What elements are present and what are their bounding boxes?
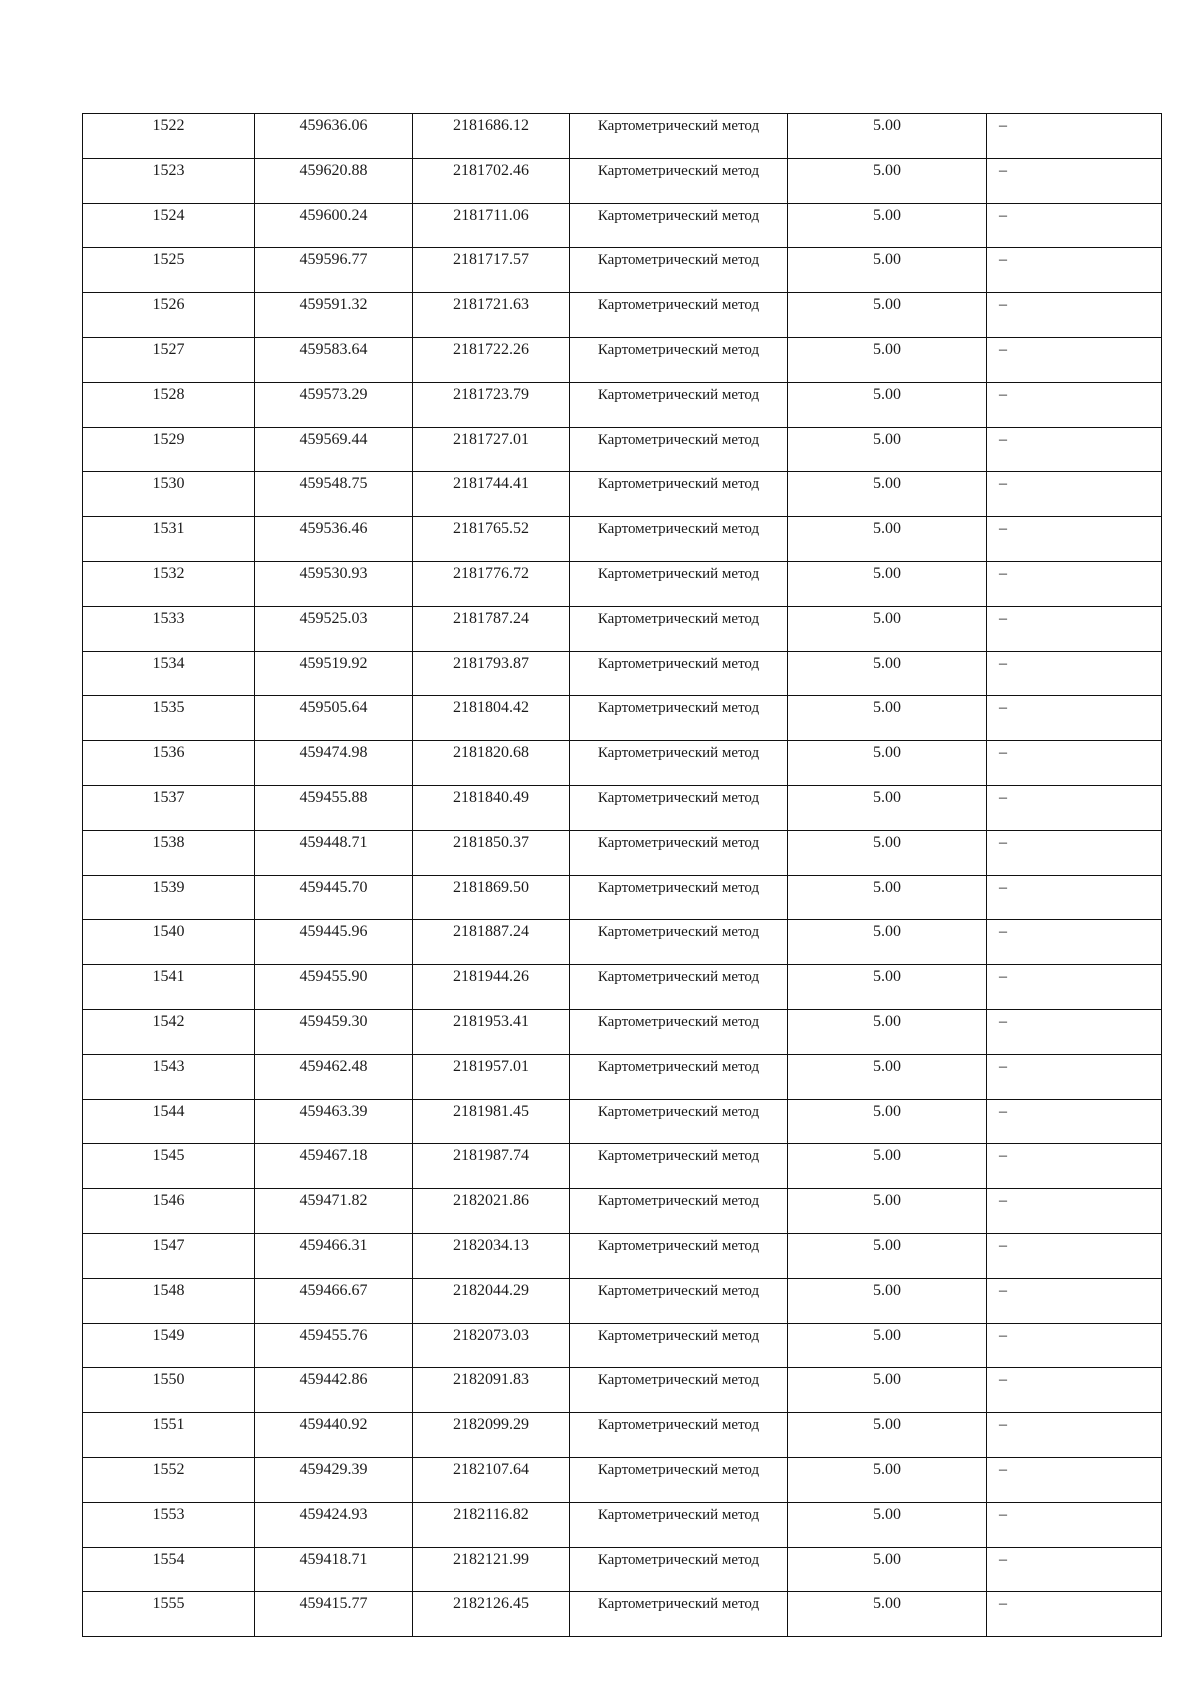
x-coordinate-cell: 459525.03 <box>255 606 413 651</box>
point-number-cell: 1549 <box>83 1323 255 1368</box>
accuracy-cell: 5.00 <box>788 248 987 293</box>
method-cell: Картометрический метод <box>570 1502 788 1547</box>
table-row <box>83 1323 1162 1368</box>
table-row <box>83 1144 1162 1189</box>
point-number-cell: 1531 <box>83 517 255 562</box>
x-coordinate-cell: 459530.93 <box>255 561 413 606</box>
y-coordinate-cell: 2182099.29 <box>413 1413 570 1458</box>
table-row <box>83 830 1162 875</box>
note-cell: – <box>987 1457 1162 1502</box>
point-number-cell: 1533 <box>83 606 255 651</box>
note-cell: – <box>987 1413 1162 1458</box>
x-coordinate-cell: 459462.48 <box>255 1054 413 1099</box>
y-coordinate-cell: 2181721.63 <box>413 293 570 338</box>
x-coordinate-cell: 459442.86 <box>255 1368 413 1413</box>
x-coordinate-cell: 459429.39 <box>255 1457 413 1502</box>
method-cell: Картометрический метод <box>570 785 788 830</box>
accuracy-cell: 5.00 <box>788 1278 987 1323</box>
method-cell: Картометрический метод <box>570 875 788 920</box>
note-cell: – <box>987 472 1162 517</box>
x-coordinate-cell: 459583.64 <box>255 337 413 382</box>
table-row <box>83 606 1162 651</box>
x-coordinate-cell: 459573.29 <box>255 382 413 427</box>
table-row <box>83 875 1162 920</box>
table-row <box>83 920 1162 965</box>
x-coordinate-cell: 459600.24 <box>255 203 413 248</box>
accuracy-cell: 5.00 <box>788 965 987 1010</box>
y-coordinate-cell: 2181820.68 <box>413 741 570 786</box>
x-coordinate-cell: 459455.76 <box>255 1323 413 1368</box>
accuracy-cell: 5.00 <box>788 1457 987 1502</box>
note-cell: – <box>987 696 1162 741</box>
table-row <box>83 1457 1162 1502</box>
note-cell: – <box>987 1189 1162 1234</box>
point-number-cell: 1524 <box>83 203 255 248</box>
accuracy-cell: 5.00 <box>788 158 987 203</box>
accuracy-cell: 5.00 <box>788 875 987 920</box>
method-cell: Картометрический метод <box>570 1413 788 1458</box>
point-number-cell: 1539 <box>83 875 255 920</box>
x-coordinate-cell: 459636.06 <box>255 114 413 159</box>
x-coordinate-cell: 459466.31 <box>255 1233 413 1278</box>
method-cell: Картометрический метод <box>570 651 788 696</box>
x-coordinate-cell: 459459.30 <box>255 1009 413 1054</box>
y-coordinate-cell: 2181957.01 <box>413 1054 570 1099</box>
method-cell: Картометрический метод <box>570 472 788 517</box>
table-row <box>83 965 1162 1010</box>
y-coordinate-cell: 2181804.42 <box>413 696 570 741</box>
x-coordinate-cell: 459591.32 <box>255 293 413 338</box>
accuracy-cell: 5.00 <box>788 561 987 606</box>
method-cell: Картометрический метод <box>570 1592 788 1637</box>
accuracy-cell: 5.00 <box>788 1189 987 1234</box>
x-coordinate-cell: 459448.71 <box>255 830 413 875</box>
y-coordinate-cell: 2181722.26 <box>413 337 570 382</box>
x-coordinate-cell: 459424.93 <box>255 1502 413 1547</box>
method-cell: Картометрический метод <box>570 965 788 1010</box>
accuracy-cell: 5.00 <box>788 203 987 248</box>
point-number-cell: 1554 <box>83 1547 255 1592</box>
table-row <box>83 427 1162 472</box>
note-cell: – <box>987 248 1162 293</box>
accuracy-cell: 5.00 <box>788 785 987 830</box>
table-row <box>83 203 1162 248</box>
method-cell: Картометрический метод <box>570 1278 788 1323</box>
y-coordinate-cell: 2181953.41 <box>413 1009 570 1054</box>
note-cell: – <box>987 965 1162 1010</box>
note-cell: – <box>987 830 1162 875</box>
note-cell: – <box>987 1592 1162 1637</box>
method-cell: Картометрический метод <box>570 337 788 382</box>
point-number-cell: 1548 <box>83 1278 255 1323</box>
y-coordinate-cell: 2181711.06 <box>413 203 570 248</box>
note-cell: – <box>987 561 1162 606</box>
table-row <box>83 293 1162 338</box>
method-cell: Картометрический метод <box>570 1233 788 1278</box>
table-row <box>83 337 1162 382</box>
point-number-cell: 1522 <box>83 114 255 159</box>
point-number-cell: 1534 <box>83 651 255 696</box>
table-row <box>83 517 1162 562</box>
table-row <box>83 1009 1162 1054</box>
accuracy-cell: 5.00 <box>788 1233 987 1278</box>
x-coordinate-cell: 459474.98 <box>255 741 413 786</box>
note-cell: – <box>987 1547 1162 1592</box>
accuracy-cell: 5.00 <box>788 427 987 472</box>
table-row <box>83 1189 1162 1234</box>
x-coordinate-cell: 459471.82 <box>255 1189 413 1234</box>
table-row <box>83 1054 1162 1099</box>
table-row <box>83 1278 1162 1323</box>
note-cell: – <box>987 1323 1162 1368</box>
point-number-cell: 1523 <box>83 158 255 203</box>
accuracy-cell: 5.00 <box>788 1054 987 1099</box>
table-row <box>83 741 1162 786</box>
accuracy-cell: 5.00 <box>788 606 987 651</box>
method-cell: Картометрический метод <box>570 606 788 651</box>
x-coordinate-cell: 459467.18 <box>255 1144 413 1189</box>
note-cell: – <box>987 1144 1162 1189</box>
y-coordinate-cell: 2181944.26 <box>413 965 570 1010</box>
y-coordinate-cell: 2181850.37 <box>413 830 570 875</box>
y-coordinate-cell: 2182126.45 <box>413 1592 570 1637</box>
y-coordinate-cell: 2181744.41 <box>413 472 570 517</box>
y-coordinate-cell: 2181840.49 <box>413 785 570 830</box>
method-cell: Картометрический метод <box>570 248 788 293</box>
table-row <box>83 1502 1162 1547</box>
y-coordinate-cell: 2182091.83 <box>413 1368 570 1413</box>
note-cell: – <box>987 337 1162 382</box>
note-cell: – <box>987 875 1162 920</box>
table-row <box>83 1413 1162 1458</box>
point-number-cell: 1553 <box>83 1502 255 1547</box>
accuracy-cell: 5.00 <box>788 517 987 562</box>
y-coordinate-cell: 2182107.64 <box>413 1457 570 1502</box>
method-cell: Картометрический метод <box>570 158 788 203</box>
point-number-cell: 1540 <box>83 920 255 965</box>
point-number-cell: 1555 <box>83 1592 255 1637</box>
y-coordinate-cell: 2181981.45 <box>413 1099 570 1144</box>
accuracy-cell: 5.00 <box>788 382 987 427</box>
accuracy-cell: 5.00 <box>788 114 987 159</box>
note-cell: – <box>987 517 1162 562</box>
x-coordinate-cell: 459596.77 <box>255 248 413 293</box>
y-coordinate-cell: 2181887.24 <box>413 920 570 965</box>
note-cell: – <box>987 1278 1162 1323</box>
y-coordinate-cell: 2181776.72 <box>413 561 570 606</box>
y-coordinate-cell: 2181727.01 <box>413 427 570 472</box>
y-coordinate-cell: 2181765.52 <box>413 517 570 562</box>
point-number-cell: 1529 <box>83 427 255 472</box>
x-coordinate-cell: 459440.92 <box>255 1413 413 1458</box>
note-cell: – <box>987 293 1162 338</box>
method-cell: Картометрический метод <box>570 203 788 248</box>
y-coordinate-cell: 2182116.82 <box>413 1502 570 1547</box>
method-cell: Картометрический метод <box>570 1144 788 1189</box>
table-row <box>83 1547 1162 1592</box>
x-coordinate-cell: 459569.44 <box>255 427 413 472</box>
accuracy-cell: 5.00 <box>788 651 987 696</box>
table-row <box>83 382 1162 427</box>
note-cell: – <box>987 1502 1162 1547</box>
point-number-cell: 1526 <box>83 293 255 338</box>
x-coordinate-cell: 459445.96 <box>255 920 413 965</box>
note-cell: – <box>987 427 1162 472</box>
accuracy-cell: 5.00 <box>788 1547 987 1592</box>
note-cell: – <box>987 203 1162 248</box>
x-coordinate-cell: 459519.92 <box>255 651 413 696</box>
point-number-cell: 1542 <box>83 1009 255 1054</box>
note-cell: – <box>987 1368 1162 1413</box>
accuracy-cell: 5.00 <box>788 696 987 741</box>
method-cell: Картометрический метод <box>570 696 788 741</box>
accuracy-cell: 5.00 <box>788 920 987 965</box>
x-coordinate-cell: 459455.88 <box>255 785 413 830</box>
table-row <box>83 785 1162 830</box>
note-cell: – <box>987 785 1162 830</box>
accuracy-cell: 5.00 <box>788 337 987 382</box>
y-coordinate-cell: 2182044.29 <box>413 1278 570 1323</box>
y-coordinate-cell: 2182034.13 <box>413 1233 570 1278</box>
x-coordinate-cell: 459415.77 <box>255 1592 413 1637</box>
point-number-cell: 1543 <box>83 1054 255 1099</box>
method-cell: Картометрический метод <box>570 561 788 606</box>
table-row <box>83 158 1162 203</box>
accuracy-cell: 5.00 <box>788 1099 987 1144</box>
method-cell: Картометрический метод <box>570 114 788 159</box>
point-number-cell: 1525 <box>83 248 255 293</box>
method-cell: Картометрический метод <box>570 1189 788 1234</box>
point-number-cell: 1530 <box>83 472 255 517</box>
note-cell: – <box>987 651 1162 696</box>
accuracy-cell: 5.00 <box>788 1144 987 1189</box>
x-coordinate-cell: 459536.46 <box>255 517 413 562</box>
note-cell: – <box>987 114 1162 159</box>
accuracy-cell: 5.00 <box>788 830 987 875</box>
point-number-cell: 1535 <box>83 696 255 741</box>
x-coordinate-cell: 459505.64 <box>255 696 413 741</box>
accuracy-cell: 5.00 <box>788 741 987 786</box>
note-cell: – <box>987 741 1162 786</box>
note-cell: – <box>987 382 1162 427</box>
point-number-cell: 1541 <box>83 965 255 1010</box>
point-number-cell: 1532 <box>83 561 255 606</box>
point-number-cell: 1538 <box>83 830 255 875</box>
table-row <box>83 248 1162 293</box>
point-number-cell: 1537 <box>83 785 255 830</box>
point-number-cell: 1551 <box>83 1413 255 1458</box>
y-coordinate-cell: 2181987.74 <box>413 1144 570 1189</box>
accuracy-cell: 5.00 <box>788 1592 987 1637</box>
note-cell: – <box>987 158 1162 203</box>
method-cell: Картометрический метод <box>570 1009 788 1054</box>
x-coordinate-cell: 459466.67 <box>255 1278 413 1323</box>
point-number-cell: 1528 <box>83 382 255 427</box>
note-cell: – <box>987 606 1162 651</box>
note-cell: – <box>987 1233 1162 1278</box>
table-row <box>83 472 1162 517</box>
table-row <box>83 696 1162 741</box>
accuracy-cell: 5.00 <box>788 1413 987 1458</box>
x-coordinate-cell: 459463.39 <box>255 1099 413 1144</box>
x-coordinate-cell: 459455.90 <box>255 965 413 1010</box>
table-row <box>83 561 1162 606</box>
table-row <box>83 1368 1162 1413</box>
method-cell: Картометрический метод <box>570 1054 788 1099</box>
accuracy-cell: 5.00 <box>788 293 987 338</box>
method-cell: Картометрический метод <box>570 293 788 338</box>
accuracy-cell: 5.00 <box>788 1323 987 1368</box>
y-coordinate-cell: 2182121.99 <box>413 1547 570 1592</box>
method-cell: Картометрический метод <box>570 382 788 427</box>
method-cell: Картометрический метод <box>570 517 788 562</box>
x-coordinate-cell: 459445.70 <box>255 875 413 920</box>
y-coordinate-cell: 2181686.12 <box>413 114 570 159</box>
point-number-cell: 1547 <box>83 1233 255 1278</box>
note-cell: – <box>987 920 1162 965</box>
y-coordinate-cell: 2181702.46 <box>413 158 570 203</box>
accuracy-cell: 5.00 <box>788 1502 987 1547</box>
accuracy-cell: 5.00 <box>788 1368 987 1413</box>
y-coordinate-cell: 2181793.87 <box>413 651 570 696</box>
point-number-cell: 1550 <box>83 1368 255 1413</box>
x-coordinate-cell: 459418.71 <box>255 1547 413 1592</box>
point-number-cell: 1527 <box>83 337 255 382</box>
note-cell: – <box>987 1054 1162 1099</box>
accuracy-cell: 5.00 <box>788 472 987 517</box>
accuracy-cell: 5.00 <box>788 1009 987 1054</box>
y-coordinate-cell: 2182073.03 <box>413 1323 570 1368</box>
table-row <box>83 651 1162 696</box>
method-cell: Картометрический метод <box>570 920 788 965</box>
x-coordinate-cell: 459548.75 <box>255 472 413 517</box>
method-cell: Картометрический метод <box>570 1099 788 1144</box>
coordinates-table <box>82 113 1162 1637</box>
x-coordinate-cell: 459620.88 <box>255 158 413 203</box>
y-coordinate-cell: 2181717.57 <box>413 248 570 293</box>
note-cell: – <box>987 1009 1162 1054</box>
table-row <box>83 1099 1162 1144</box>
method-cell: Картометрический метод <box>570 1547 788 1592</box>
point-number-cell: 1536 <box>83 741 255 786</box>
table-row <box>83 1233 1162 1278</box>
method-cell: Картометрический метод <box>570 830 788 875</box>
y-coordinate-cell: 2181869.50 <box>413 875 570 920</box>
method-cell: Картометрический метод <box>570 1457 788 1502</box>
y-coordinate-cell: 2182021.86 <box>413 1189 570 1234</box>
point-number-cell: 1544 <box>83 1099 255 1144</box>
method-cell: Картометрический метод <box>570 427 788 472</box>
table-row <box>83 1592 1162 1637</box>
method-cell: Картометрический метод <box>570 1368 788 1413</box>
y-coordinate-cell: 2181723.79 <box>413 382 570 427</box>
y-coordinate-cell: 2181787.24 <box>413 606 570 651</box>
note-cell: – <box>987 1099 1162 1144</box>
method-cell: Картометрический метод <box>570 1323 788 1368</box>
point-number-cell: 1545 <box>83 1144 255 1189</box>
coordinates-table-body <box>83 114 1162 1637</box>
point-number-cell: 1552 <box>83 1457 255 1502</box>
method-cell: Картометрический метод <box>570 741 788 786</box>
table-row <box>83 114 1162 159</box>
point-number-cell: 1546 <box>83 1189 255 1234</box>
